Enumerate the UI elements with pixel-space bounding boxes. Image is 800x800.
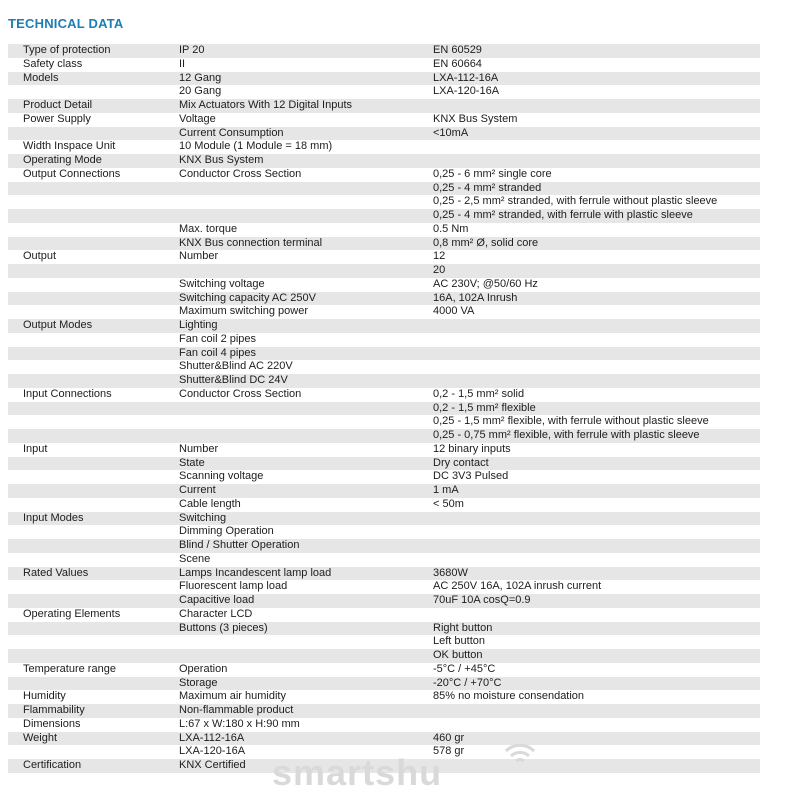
row-value (431, 99, 760, 113)
row-parameter: Dimming Operation (179, 525, 274, 538)
row-value: 20 (433, 264, 446, 276)
row-parameter: Fluorescent lamp load (179, 580, 288, 593)
row-parameter: Switching capacity AC 250V (179, 291, 316, 304)
table-row (8, 663, 760, 677)
row-parameter: LXA-120-16A (179, 745, 246, 758)
row-parameter: Shutter&Blind AC 220V (179, 360, 293, 373)
row-value (431, 539, 760, 553)
row-value: 16A, 102A Inrush (433, 291, 518, 304)
row-parameter (177, 182, 431, 196)
row-value: <10mA (433, 126, 469, 139)
row-value: Left button (433, 635, 485, 648)
row-parameter: Conductor Cross Section (179, 387, 302, 400)
row-parameter: Fan coil 2 pipes (179, 332, 257, 345)
table-row (8, 470, 760, 484)
row-parameter: II (179, 57, 186, 70)
table-row (8, 278, 760, 292)
row-parameter: Cable length (179, 497, 241, 510)
row-parameter: Lamps Incandescent lamp load (179, 566, 332, 579)
row-value: 0,25 - 6 mm² single core (433, 167, 552, 180)
row-category (8, 347, 177, 361)
table-row (8, 360, 760, 374)
row-category (8, 745, 177, 759)
row-category (8, 127, 177, 141)
page-title: TECHNICAL DATA (8, 16, 124, 31)
row-parameter (177, 429, 431, 443)
row-parameter: 10 Module (1 Module = 18 mm) (179, 140, 333, 153)
row-parameter: Current Consumption (179, 126, 284, 139)
table-row (8, 498, 760, 512)
row-category (8, 622, 177, 636)
row-parameter: Number (179, 250, 219, 263)
row-value (431, 512, 760, 526)
row-category (8, 305, 177, 319)
table-row (8, 402, 760, 416)
row-category: Temperature range (23, 662, 116, 675)
row-value: -20°C / +70°C (433, 676, 502, 689)
row-value (431, 319, 760, 333)
row-value (431, 553, 760, 567)
row-parameter: KNX Certified (179, 759, 246, 771)
row-category (8, 429, 177, 443)
row-value: AC 230V; @50/60 Hz (433, 277, 538, 290)
table-row (8, 99, 760, 113)
table-row (8, 677, 760, 691)
row-category (8, 539, 177, 553)
row-parameter: LXA-112-16A (179, 731, 245, 744)
row-parameter (177, 635, 431, 649)
row-parameter (177, 402, 431, 416)
row-parameter: Switching voltage (179, 277, 265, 290)
row-value: 70uF 10A cosQ=0.9 (433, 594, 531, 606)
row-category (8, 223, 177, 237)
table-row (8, 113, 760, 127)
row-parameter: Buttons (3 pieces) (179, 621, 268, 634)
row-value (431, 374, 760, 388)
row-category: Weight (23, 731, 58, 744)
row-parameter: State (179, 456, 205, 469)
row-value (431, 718, 760, 732)
row-parameter (177, 649, 431, 663)
table-row (8, 732, 760, 746)
table-row (8, 237, 760, 251)
row-value (431, 347, 760, 361)
row-category (8, 525, 177, 539)
row-value (431, 704, 760, 718)
table-row (8, 58, 760, 72)
row-category (8, 264, 177, 278)
row-category: Models (23, 71, 59, 84)
row-value: DC 3V3 Pulsed (433, 470, 509, 483)
row-parameter (177, 195, 431, 209)
table-row (8, 608, 760, 622)
row-category: Humidity (23, 690, 66, 703)
row-parameter (177, 264, 431, 278)
row-category (8, 580, 177, 594)
row-category (8, 374, 177, 388)
row-value: 0,25 - 4 mm² stranded, with ferrule with plastic sleeve (433, 209, 693, 221)
row-parameter: Shutter&Blind DC 24V (179, 374, 288, 386)
row-category: Safety class (23, 57, 83, 70)
row-value: 0,8 mm² Ø, solid core (433, 236, 539, 249)
row-parameter: Character LCD (179, 607, 253, 620)
row-value: < 50m (433, 497, 464, 510)
table-row (8, 539, 760, 553)
row-value (431, 333, 760, 347)
table-row (8, 44, 760, 58)
row-category (8, 470, 177, 484)
table-row (8, 594, 760, 608)
row-value: 578 gr (433, 745, 465, 758)
watermark-logo: smartshu (272, 752, 443, 793)
row-category: Flammability (23, 704, 85, 716)
table-row (8, 718, 760, 732)
table-row (8, 168, 760, 182)
table-row (8, 209, 760, 223)
row-category (8, 484, 177, 498)
wifi-icon (500, 735, 540, 775)
row-value: 12 (433, 250, 446, 263)
row-parameter: Conductor Cross Section (179, 167, 302, 180)
row-parameter: Blind / Shutter Operation (179, 539, 300, 551)
row-value: Right button (433, 621, 493, 634)
row-category: Width Inspace Unit (23, 140, 116, 153)
row-value: 4000 VA (433, 305, 475, 318)
table-row (8, 127, 760, 141)
table-row (8, 319, 760, 333)
row-parameter: Storage (179, 676, 218, 689)
table-row (8, 388, 760, 402)
table-row (8, 333, 760, 347)
row-parameter: Current (179, 484, 216, 496)
row-category (8, 415, 177, 429)
row-value (431, 154, 760, 168)
row-parameter: 12 Gang (179, 71, 222, 84)
row-category: Operating Elements (23, 607, 121, 620)
row-parameter (177, 415, 431, 429)
row-category: Output Connections (23, 167, 121, 180)
row-parameter: KNX Bus connection terminal (179, 236, 323, 249)
row-value: 12 binary inputs (433, 442, 511, 455)
row-category (8, 292, 177, 306)
row-parameter: Non-flammable product (179, 704, 294, 716)
row-category (8, 333, 177, 347)
row-category (8, 278, 177, 292)
table-row (8, 72, 760, 86)
row-parameter: Maximum switching power (179, 305, 308, 318)
table-row (8, 429, 760, 443)
row-parameter: L:67 x W:180 x H:90 mm (179, 717, 300, 730)
table-row (8, 250, 760, 264)
row-value: 0,25 - 2,5 mm² stranded, with ferrule without plastic sleeve (433, 195, 718, 208)
table-row (8, 443, 760, 457)
row-parameter: Switching (179, 511, 227, 524)
table-row (8, 690, 760, 704)
row-category (8, 677, 177, 691)
row-value: 3680W (433, 566, 468, 579)
row-category: Product Detail (23, 99, 93, 111)
row-value (431, 759, 760, 773)
row-value: 85% no moisture consendation (433, 690, 585, 703)
row-category: Output (23, 250, 57, 263)
row-category: Dimensions (23, 717, 81, 730)
table-row (8, 457, 760, 471)
row-category: Operating Mode (23, 154, 102, 166)
row-parameter: Scanning voltage (179, 470, 264, 483)
table-row (8, 525, 760, 539)
row-category: Input Connections (23, 387, 112, 400)
row-parameter: Fan coil 4 pipes (179, 346, 257, 359)
row-category (8, 360, 177, 374)
table-row (8, 484, 760, 498)
row-value: 0.5 Nm (433, 222, 469, 235)
row-value: AC 250V 16A, 102A inrush current (433, 580, 602, 593)
row-category (8, 195, 177, 209)
row-parameter (177, 209, 431, 223)
table-row (8, 649, 760, 663)
row-parameter: Scene (179, 552, 211, 565)
row-value: Dry contact (433, 456, 489, 469)
row-category (8, 635, 177, 649)
table-row (8, 305, 760, 319)
row-value: 460 gr (433, 731, 465, 744)
row-value: -5°C / +45°C (433, 662, 496, 675)
table-row (8, 553, 760, 567)
table-row (8, 223, 760, 237)
row-category: Power Supply (23, 112, 91, 125)
row-category: Certification (23, 759, 82, 771)
row-category (8, 402, 177, 416)
row-parameter: Operation (179, 662, 228, 675)
table-row (8, 154, 760, 168)
row-parameter: Maximum air humidity (179, 690, 286, 703)
row-value: 0,25 - 4 mm² stranded (433, 181, 542, 194)
row-value: 0,2 - 1,5 mm² solid (433, 387, 525, 400)
table-row (8, 292, 760, 306)
row-parameter: Max. torque (179, 222, 238, 235)
row-parameter: Voltage (179, 112, 216, 125)
row-parameter: Number (179, 442, 219, 455)
row-parameter: KNX Bus System (179, 154, 264, 166)
row-value: 1 mA (433, 484, 459, 496)
row-parameter: Lighting (179, 319, 218, 331)
row-value: LXA-120-16A (433, 85, 500, 98)
row-value: EN 60529 (433, 44, 482, 56)
row-category (8, 553, 177, 567)
row-value: KNX Bus System (433, 112, 518, 125)
row-value (431, 360, 760, 374)
table-row (8, 704, 760, 718)
row-category (8, 182, 177, 196)
row-value (431, 525, 760, 539)
row-category: Rated Values (23, 566, 89, 579)
table-row (8, 182, 760, 196)
row-category: Output Modes (23, 319, 93, 331)
row-parameter: Mix Actuators With 12 Digital Inputs (179, 99, 353, 111)
row-category: Input Modes (23, 511, 84, 524)
row-category (8, 594, 177, 608)
table-row (8, 580, 760, 594)
table-row (8, 264, 760, 278)
row-parameter: Capacitive load (179, 594, 255, 606)
row-value: 0,25 - 1,5 mm² flexible, with ferrule without plastic sleeve (433, 415, 709, 428)
table-row (8, 622, 760, 636)
row-value: LXA-112-16A (433, 71, 499, 84)
row-category (8, 85, 177, 99)
row-category (8, 237, 177, 251)
table-row (8, 85, 760, 99)
row-parameter: IP 20 (179, 44, 205, 56)
table-row (8, 415, 760, 429)
row-category (8, 457, 177, 471)
row-value (431, 608, 760, 622)
row-parameter: 20 Gang (179, 85, 222, 98)
table-row (8, 140, 760, 154)
table-row (8, 567, 760, 581)
row-value: 0,2 - 1,5 mm² flexible (433, 401, 536, 414)
row-value: EN 60664 (433, 57, 482, 70)
row-category (8, 498, 177, 512)
table-row (8, 635, 760, 649)
row-category: Input (23, 442, 48, 455)
row-value: 0,25 - 0,75 mm² flexible, with ferrule with plastic sleeve (433, 429, 700, 441)
table-row (8, 374, 760, 388)
table-row (8, 195, 760, 209)
table-row (8, 512, 760, 526)
table-row (8, 347, 760, 361)
technical-data-table (8, 44, 760, 773)
row-value: OK button (433, 649, 483, 661)
row-category (8, 649, 177, 663)
row-value (431, 140, 760, 154)
row-category: Type of protection (23, 44, 111, 56)
row-category (8, 209, 177, 223)
